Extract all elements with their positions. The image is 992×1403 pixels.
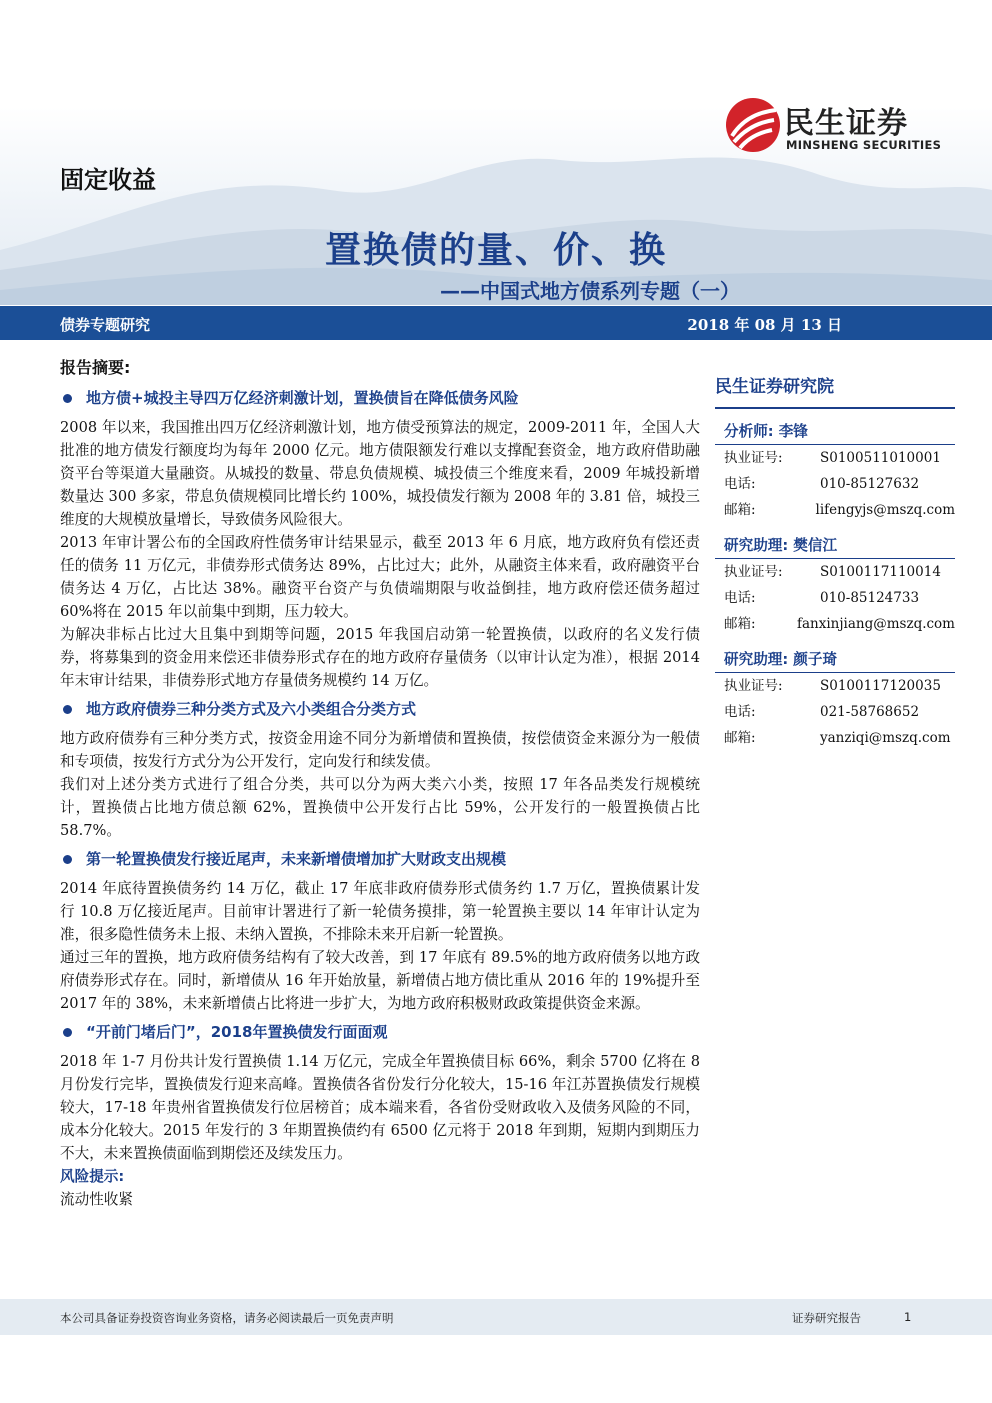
risk-text: 流动性收紧	[60, 1191, 133, 1208]
assistant-role: 研究助理: 樊信江	[715, 527, 955, 559]
paragraph: 2018 年 1-7 月份共计发行置换债 1.14 万亿元，完成全年置换债目标 66%，剩余 5700 亿将在 8 月份发行完毕，置换债发行迎来高峰。置换债各省份发行分化较大，15-16 年江苏置换债发行规模较大，17-18 年贵州省置换债发行位居榜首；成本端来看，各省份受财政收入及债务风险的不同，成本分化较大。2015 年发行的 3 年期置换债约有 6500 亿元将于 2018 年到期，短期内到期压力不大，未来置换债面临到期偿还及续发压力。	[60, 1053, 700, 1162]
abstract-body	[60, 356, 700, 1211]
paragraph: 2013 年审计署公布的全国政府性债务审计结果显示，截至 2013 年 6 月底，地方政府负有偿还责任的债务 11 万亿元，非债券形式债务达 89%，占比过大；此外，从融资主体来看，政府融资平台债务达 4 万亿，占比达 38%。融资平台资产与负债端期限与收益倒挂，地方政府偿还债务超过 60%将在 2015 年以前集中到期，压力较大。	[60, 534, 700, 620]
footer-doc-type: 证券研究报告	[792, 1311, 861, 1325]
contact-row: 邮箱: yanziqi@mszq.com	[715, 725, 955, 751]
logo-english-name: MINSHENG SECURITIES	[786, 138, 942, 152]
analyst-sidebar	[715, 372, 955, 751]
bullet-icon	[63, 705, 72, 714]
paragraph: 地方政府债券有三种分类方式，按资金用途不同分为新增债和置换债，按偿债资金来源分为一般债和专项债，按发行方式分为公开发行，定向发行和续发债。	[60, 730, 700, 770]
contact-row: 邮箱: lifengyjs@mszq.com	[715, 497, 955, 523]
minsheng-logo-icon	[724, 96, 782, 154]
institute-name: 民生证券研究院	[715, 372, 955, 409]
analyst-role: 分析师: 李锋	[715, 413, 955, 445]
paragraph: 通过三年的置换，地方政府债务结构有了较大改善，到 17 年底有 89.5%的地方政府债务以地方政府债券形式存在。同时，新增债从 16 年开始放量，新增债占地方债比重从 2016 年的 19%提升至 2017 年的 38%，未来新增债占比将进一步扩大，为地方政府积极财政政策提供资金来源。	[60, 949, 700, 1012]
risk-heading: 风险提示:	[60, 1168, 125, 1185]
report-type: 债券专题研究	[60, 316, 151, 334]
email-link[interactable]: fanxinjiang@mszq.com	[796, 616, 955, 632]
abstract-heading: 报告摘要:	[60, 358, 131, 377]
logo-chinese-name: 民生证券	[784, 106, 908, 141]
section-heading: 地方政府债券三种分类方式及六小类组合分类方式	[60, 698, 700, 721]
paragraph: 我们对上述分类方式进行了组合分类，共可以分为两大类六小类，按照 17 年各品类发行规模统计，置换债占比地方债总额 62%，置换债中公开发行占比 59%，公开发行的一般置换债占比 58.7%。	[60, 776, 700, 839]
bullet-icon	[63, 855, 72, 864]
section-heading: 第一轮置换债发行接近尾声，未来新增债增加扩大财政支出规模	[60, 848, 700, 871]
paragraph: 为解决非标占比过大且集中到期等问题，2015 年我国启动第一轮置换债，以政府的名义发行债券，将募集到的资金用来偿还非债券形式存在的地方政府存量债务（以审计认定为准），根据 2014 年末审计结果，非债券形式地方存量债务规模约 14 万亿。	[60, 626, 700, 689]
contact-row: 执业证号: S0100117120035	[724, 678, 941, 694]
report-subtitle: ——中国式地方债系列专题（一）	[440, 279, 740, 303]
report-category: 固定收益	[60, 166, 156, 194]
email-link[interactable]: yanziqi@mszq.com	[820, 730, 951, 746]
contact-row: 电话: 010-85124733	[724, 590, 920, 606]
section-heading: 地方债+城投主导四万亿经济刺激计划，置换债旨在降低债务风险	[60, 387, 700, 410]
email-link[interactable]: lifengyjs@mszq.com	[815, 502, 955, 518]
contact-row: 电话: 010-85127632	[724, 476, 920, 492]
report-date: 2018 年 08 月 13 日	[687, 316, 842, 334]
contact-row: 执业证号: S0100117110014	[724, 564, 941, 580]
contact-row: 执业证号: S0100511010001	[724, 450, 941, 466]
paragraph: 2014 年底待置换债务约 14 万亿，截止 17 年底非政府债券形式债务约 1.7 万亿，置换债累计发行 10.8 万亿接近尾声。目前审计署进行了新一轮债务摸排，第一轮置换主要以 14 年审计认定为准，很多隐性债务未上报、未纳入置换，不排除未来开启新一轮置换。	[60, 880, 700, 943]
paragraph: 2008 年以来，我国推出四万亿经济刺激计划，地方债受预算法的规定，2009-2011 年，全国人大批准的地方债发行额度均为每年 2000 亿元。地方债限额发行难以支撑配套资金，地方政府借助融资平台等渠道大量融资。从城投的数量、带息负债规模、城投债三个维度来看，2009 年城投新增数量达 300 多家，带息负债规模同比增长约 100%，城投债发行额为 2008 年的 3.81 倍，城投三维度的大规模放量增长，导致债务风险很大。	[60, 419, 700, 528]
bullet-icon	[63, 1028, 72, 1037]
contact-row: 电话: 021-58768652	[724, 704, 920, 720]
page-number: 1	[904, 1310, 912, 1324]
section-heading: “开前门堵后门”，2018年置换债发行面面观	[60, 1021, 700, 1044]
assistant-role: 研究助理: 颜子琦	[715, 641, 955, 673]
contact-row: 邮箱: fanxinjiang@mszq.com	[715, 611, 955, 637]
header-band	[0, 306, 992, 340]
report-title: 置换债的量、价、换	[324, 230, 667, 271]
company-logo	[724, 96, 954, 160]
page-footer	[0, 1299, 992, 1335]
footer-disclaimer: 本公司具备证券投资咨询业务资格，请务必阅读最后一页免责声明	[60, 1311, 394, 1325]
bullet-icon	[63, 394, 72, 403]
